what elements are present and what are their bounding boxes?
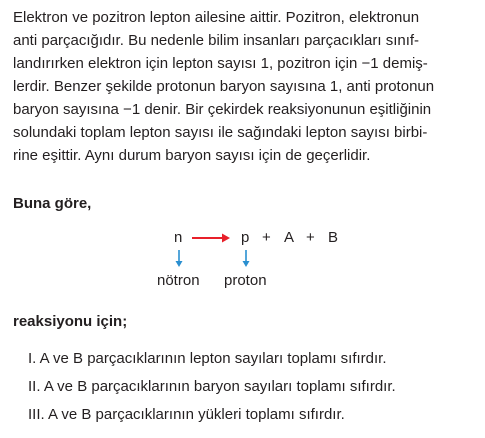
paragraph-line: anti parçacığıdır. Bu nedenle bilim insanları parçacıkları sınıf- (13, 32, 420, 49)
proton-label: proton (224, 272, 267, 289)
buna-gore-heading: Buna göre, (13, 195, 92, 212)
down-arrow-icon (174, 250, 184, 268)
reactant-neutron-symbol: n (174, 229, 183, 246)
product-proton-symbol: p (241, 229, 250, 246)
statements-list (28, 345, 396, 429)
reaksiyonu-icin-heading: reaksiyonu için; (13, 313, 128, 330)
paragraph-line: landırırken elektron için lepton sayısı 1, pozitron için −1 demiş- (13, 55, 428, 72)
product-a-symbol: A (284, 229, 295, 246)
intro-paragraph (13, 6, 475, 167)
plus-sign: + (262, 229, 271, 246)
reaction-arrow-icon (192, 233, 230, 243)
statement-i: I. A ve B parçacıklarının lepton sayıları toplamı sıfırdır. (28, 350, 387, 367)
paragraph-line: solundaki toplam lepton sayısı ile sağındaki lepton sayısı birbi- (13, 124, 428, 141)
paragraph-line: baryon sayısına −1 denir. Bir çekirdek reaksiyonunun eşitliğinin (13, 101, 432, 118)
paragraph-line: lerdir. Benzer şekilde protonun baryon sayısına 1, anti protonun (13, 78, 435, 95)
paragraph-line: rine eşittir. Aynı durum baryon sayısı için de geçerlidir. (13, 147, 371, 164)
down-arrow-icon (241, 250, 251, 268)
reaction-equation (157, 229, 380, 299)
plus-sign: + (306, 229, 315, 246)
neutron-label: nötron (157, 272, 200, 289)
paragraph-line: Elektron ve pozitron lepton ailesine aittir. Pozitron, elektronun (13, 9, 420, 26)
product-b-symbol: B (328, 229, 339, 246)
statement-ii: II. A ve B parçacıklarının baryon sayıları toplamı sıfırdır. (28, 378, 396, 395)
statement-iii: III. A ve B parçacıklarının yükleri toplamı sıfırdır. (28, 406, 345, 423)
